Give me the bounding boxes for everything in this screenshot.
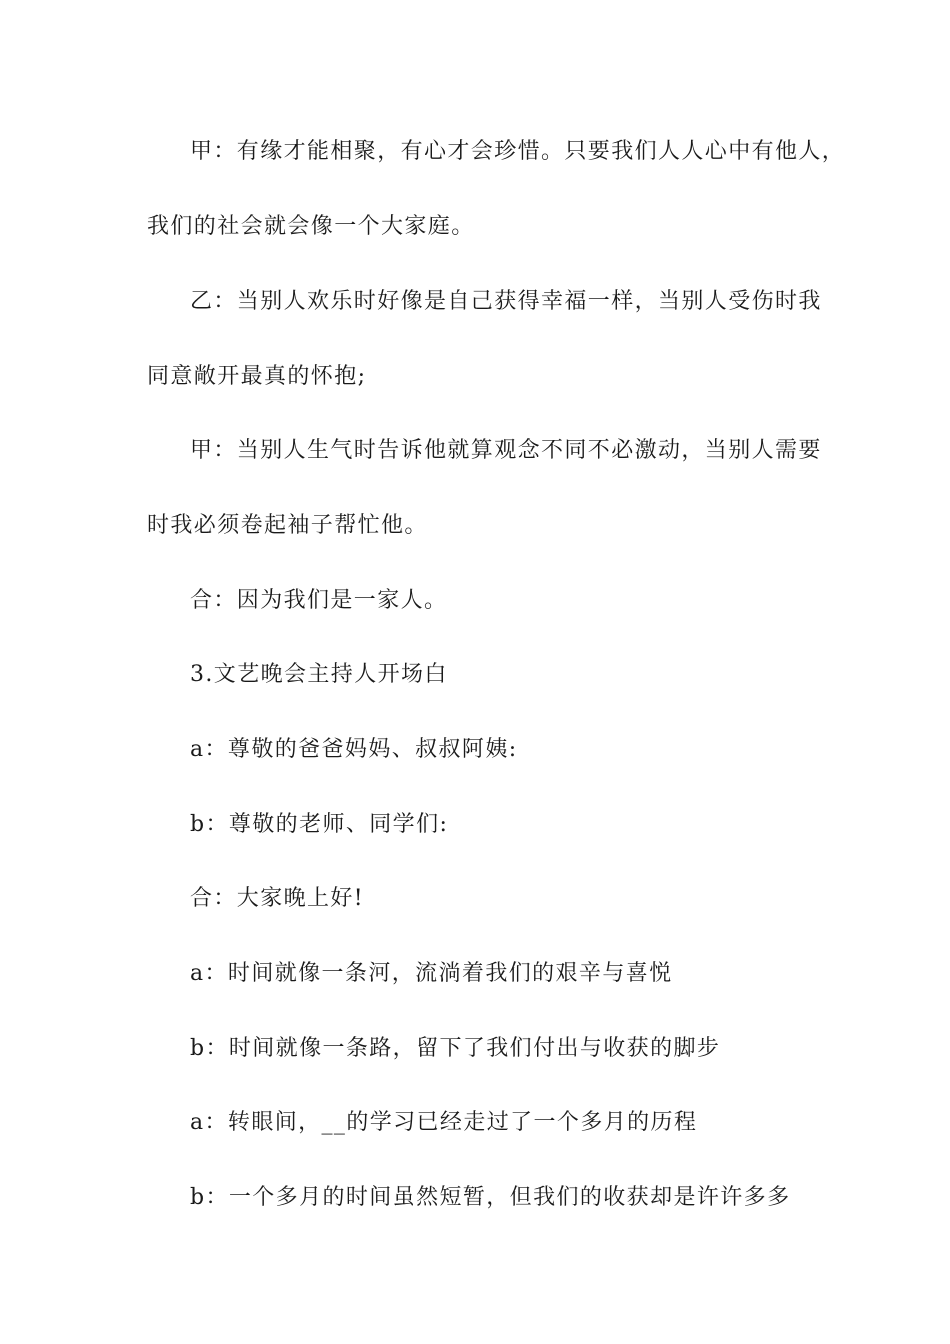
dialogue-line-b-3: b：一个多月的时间虽然短暂，但我们的收获却是许许多多 — [190, 1185, 791, 1210]
dialogue-line-yi-cont: 同意敞开最真的怀抱; — [147, 364, 367, 389]
dialogue-line-he-1: 合：因为我们是一家人。 — [190, 588, 448, 613]
dialogue-line-yi: 乙：当别人欢乐时好像是自己获得幸福一样，当别人受伤时我 — [190, 289, 822, 314]
dialogue-line-a-1: a：尊敬的爸爸妈妈、叔叔阿姨: — [190, 737, 518, 762]
dialogue-line-a-3: a：转眼间，__的学习已经走过了一个多月的历程 — [190, 1110, 698, 1135]
section-heading: 3.文艺晚会主持人开场白 — [190, 662, 448, 687]
dialogue-line-b-1: b：尊敬的老师、同学们: — [190, 812, 449, 837]
dialogue-line-a-2: a：时间就像一条河，流淌着我们的艰辛与喜悦 — [190, 961, 673, 986]
dialogue-line-jia-1: 甲：有缘才能相聚，有心才会珍惜。只要我们人人心中有他人， — [190, 139, 846, 164]
dialogue-line-he-2: 合：大家晚上好! — [190, 886, 365, 911]
dialogue-line-b-2: b：时间就像一条路，留下了我们付出与收获的脚步 — [190, 1036, 721, 1061]
dialogue-line-jia-2: 甲：当别人生气时告诉他就算观念不同不必激动，当别人需要 — [190, 438, 822, 463]
dialogue-line-jia-2-cont: 时我必须卷起袖子帮忙他。 — [147, 513, 428, 538]
dialogue-line-jia-1-cont: 我们的社会就会像一个大家庭。 — [147, 214, 475, 239]
